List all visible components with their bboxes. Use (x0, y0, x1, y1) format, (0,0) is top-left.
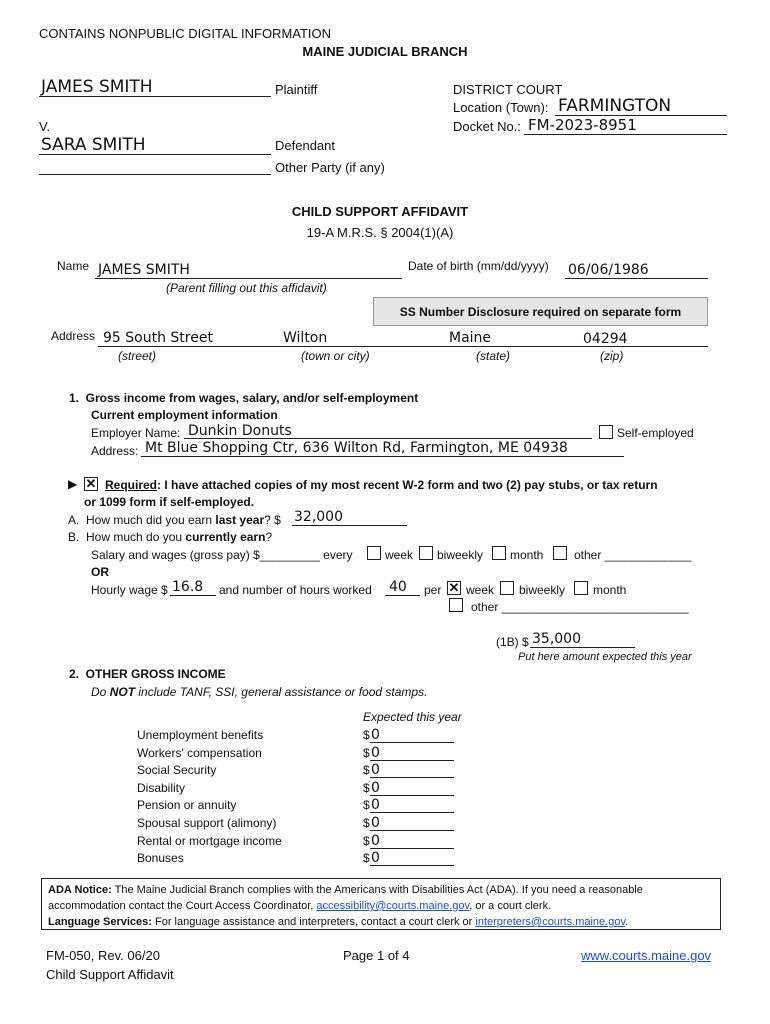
branch-title: MAINE JUDICIAL BRANCH (302, 44, 468, 59)
court-name: DISTRICT COURT (453, 82, 563, 97)
defendant-name: SARA SMITH (41, 135, 146, 155)
form-number: FM-050, Rev. 06/20 (46, 948, 160, 963)
income-label: Pension or annuity (137, 798, 237, 813)
income-label: Workers' compensation (137, 745, 262, 760)
list-item: Bonuses $ 0 (137, 850, 467, 868)
town-value: Wilton (283, 330, 328, 346)
income-field[interactable]: 0 (370, 763, 454, 778)
income-label: Disability (137, 780, 186, 795)
plaintiff-label: Plaintiff (275, 82, 318, 97)
name-label: Name (57, 259, 90, 273)
other-party-field[interactable] (39, 157, 271, 175)
form-title: CHILD SUPPORT AFFIDAVIT (291, 204, 469, 219)
location-value: FARMINGTON (558, 96, 672, 116)
state-value: Maine (449, 330, 492, 346)
required-text: : I have attached copies of my most recent W-2 form and two (2) pay stubs, or tax return (157, 478, 658, 492)
page-number: Page 1 of 4 (343, 948, 410, 963)
ada-notice-box: ADA Notice: The Maine Judicial Branch complies with the Americans with Disabilities Act (ADA). If you need a reasonable accommodation contact the Court Access Coordinator, accessibility@courts.maine.gov, or a court clerk. Language Services: For language assistance and interpreters, contact a court clerk or interpreters@courts.maine.gov. (41, 878, 721, 930)
hours-field[interactable] (385, 580, 420, 596)
name-hint: (Parent filling out this affidavit) (166, 281, 327, 295)
or-label: OR (91, 565, 109, 579)
per-label: per (424, 583, 442, 597)
employer-value: Dunkin Donuts (188, 423, 292, 439)
salary-month-checkbox[interactable] (492, 546, 506, 560)
accessibility-email-link[interactable]: accessibility@courts.maine.gov (316, 900, 470, 912)
income-field[interactable]: 0 (370, 781, 454, 796)
docket-value: FM-2023-8951 (528, 116, 637, 134)
self-employed-checkbox[interactable] (599, 425, 613, 439)
required-statement (105, 478, 658, 492)
hours-value: 40 (389, 579, 407, 595)
employer-field[interactable] (184, 424, 592, 439)
employer-address-value: Mt Blue Shopping Ctr, 636 Wilton Rd, Farmington, ME 04938 (145, 440, 568, 456)
salary-week-checkbox[interactable] (367, 546, 381, 560)
required-attachment-checkbox[interactable]: ✕ (85, 476, 97, 491)
question-a: A. How much did you earn last year? $ (68, 513, 281, 527)
salary-label: Salary and wages (gross pay) $_________ every (91, 548, 353, 562)
address-label: Address (51, 329, 96, 343)
nonpublic-notice: CONTAINS NONPUBLIC DIGITAL INFORMATION (39, 26, 332, 41)
defendant-label: Defendant (275, 138, 335, 153)
income-field[interactable]: 0 (370, 728, 454, 743)
total-1b-label: (1B) $ (496, 635, 529, 649)
income-field[interactable]: 0 (370, 816, 454, 831)
list-item: Social Security $ 0 (137, 762, 467, 780)
docket-label: Docket No.: (453, 119, 521, 134)
employer-address-label: Address: (91, 444, 139, 458)
per-biweekly-checkbox[interactable] (500, 581, 514, 595)
income-label: Social Security (137, 763, 217, 778)
list-item: Rental or mortgage income $ 0 (137, 833, 467, 851)
list-item: Pension or annuity $ 0 (137, 797, 467, 815)
state-hint: (state) (476, 349, 511, 363)
last-year-value: 32,000 (294, 509, 343, 525)
self-employed-label: Self-employed (617, 426, 694, 440)
per-week-label: week (466, 583, 495, 597)
salary-month-label: month (510, 548, 544, 562)
salary-biweekly-checkbox[interactable] (419, 546, 433, 560)
street-hint: (street) (118, 349, 157, 363)
defendant-field[interactable] (39, 137, 271, 155)
plaintiff-name: JAMES SMITH (41, 77, 153, 97)
other-income-list (137, 727, 467, 868)
salary-other-label: other _____________ (574, 548, 692, 562)
interpreters-email-link[interactable]: interpreters@courts.maine.gov (475, 916, 626, 928)
total-1b-value: 35,000 (532, 631, 581, 647)
income-label: Rental or mortgage income (137, 833, 282, 848)
section1-heading: 1. Gross income from wages, salary, and/or self-employment (69, 391, 419, 405)
docket-field[interactable] (524, 117, 727, 135)
list-item: Disability $ 0 (137, 780, 467, 798)
hours-label: and number of hours worked (219, 583, 372, 597)
income-field[interactable]: 0 (370, 798, 454, 813)
per-biweekly-label: biweekly (519, 583, 566, 597)
total-1b-field[interactable] (530, 632, 635, 648)
salary-other-checkbox[interactable] (553, 546, 567, 560)
per-month-label: month (593, 583, 627, 597)
per-week-checkbox[interactable]: ✕ (448, 580, 460, 595)
income-field[interactable]: 0 (370, 834, 454, 849)
arrow-icon: ▶ (68, 477, 78, 491)
location-field[interactable] (555, 98, 727, 116)
per-other-checkbox[interactable] (449, 598, 463, 612)
income-field[interactable]: 0 (370, 746, 454, 761)
salary-biweekly-label: biweekly (437, 548, 484, 562)
hourly-label: Hourly wage $ (91, 583, 168, 597)
per-other-label: other ____________________________ (471, 600, 689, 614)
zip-hint: (zip) (600, 349, 624, 363)
zip-value: 04294 (583, 331, 628, 347)
salary-week-label: week (385, 548, 414, 562)
name-value: JAMES SMITH (98, 262, 190, 278)
statute-citation: 19-A M.R.S. § 2004(1)(A) (306, 225, 454, 240)
section2-note: Do NOT include TANF, SSI, general assistance or food stamps. (91, 685, 428, 699)
dob-field[interactable] (565, 261, 708, 279)
income-label: Unemployment benefits (137, 728, 264, 742)
section2-heading: 2. OTHER GROSS INCOME (69, 667, 226, 681)
plaintiff-field[interactable] (39, 79, 271, 97)
total-1b-hint: Put here amount expected this year (518, 651, 692, 663)
website-link[interactable]: www.courts.maine.gov (581, 948, 712, 963)
employer-address-field[interactable] (141, 441, 624, 457)
ss-disclosure-notice: SS Number Disclosure required on separate form (373, 297, 708, 326)
income-field[interactable]: 0 (370, 851, 454, 866)
dob-value: 06/06/1986 (568, 262, 649, 278)
other-party-label: Other Party (if any) (275, 160, 385, 175)
town-hint: (town or city) (301, 349, 370, 363)
form-name: Child Support Affidavit (46, 967, 174, 982)
location-label: Location (Town): (453, 100, 549, 115)
income-label: Spousal support (alimony) (137, 815, 277, 830)
last-year-field[interactable] (292, 510, 407, 526)
income-label: Bonuses (137, 851, 184, 866)
street-value: 95 South Street (103, 330, 213, 346)
expected-column-label: Expected this year (363, 710, 462, 724)
dob-label: Date of birth (mm/dd/yyyy) (408, 259, 549, 273)
list-item: Spousal support (alimony) $ 0 (137, 815, 467, 833)
required-statement-2: or 1099 form if self-employed. (84, 495, 255, 509)
name-field[interactable] (95, 261, 402, 279)
list-item: Unemployment benefits $ 0 (137, 727, 467, 745)
versus-label: V. (39, 119, 51, 134)
question-b: B. How much do you currently earn? (68, 530, 273, 544)
required-word: Required (105, 478, 158, 492)
per-month-checkbox[interactable] (574, 581, 588, 595)
employer-label: Employer Name: (91, 426, 181, 440)
list-item: Workers' compensation $ 0 (137, 745, 467, 763)
hourly-wage-value: 16.8 (172, 579, 204, 595)
hourly-wage-field[interactable] (170, 580, 216, 596)
employment-subheading: Current employment information (91, 408, 278, 422)
